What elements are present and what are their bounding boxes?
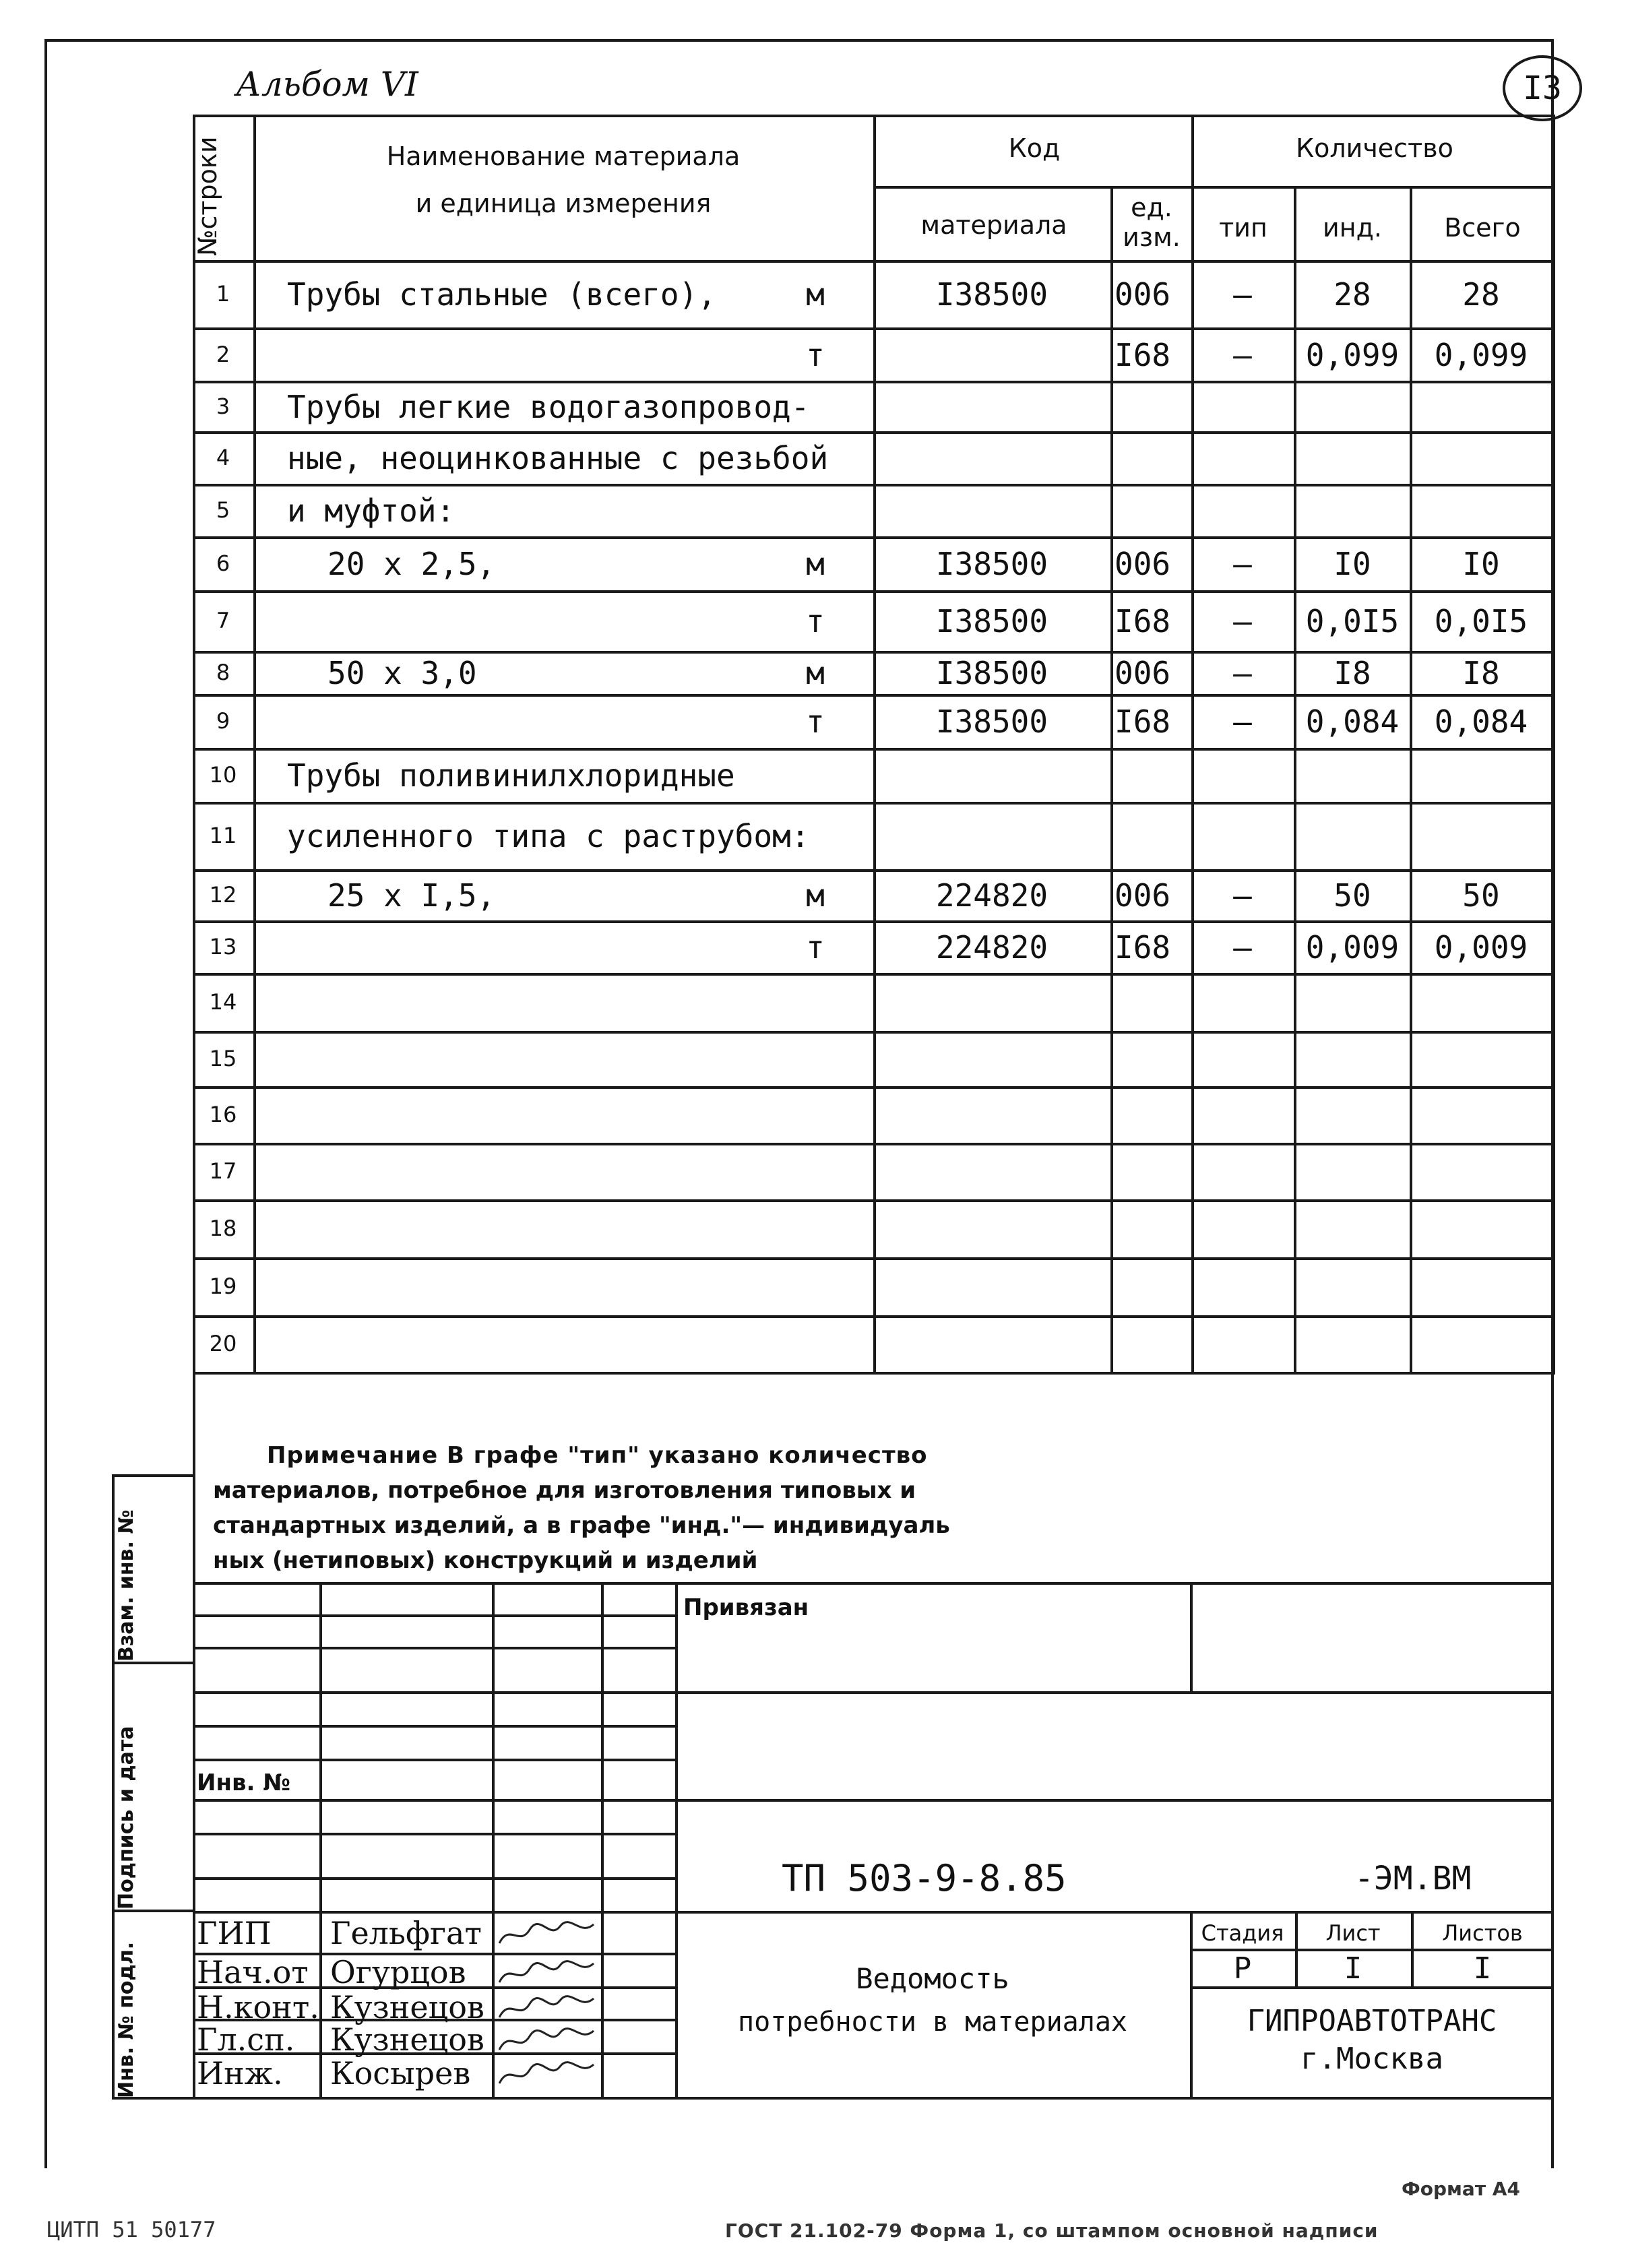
row-qty-total: 50 — [1462, 877, 1500, 914]
col-unit-header-1: ед. — [1131, 193, 1172, 222]
row-number: 16 — [209, 1102, 237, 1127]
row-qty-ind: I8 — [1333, 655, 1371, 691]
row-unit-code: I68 — [1115, 337, 1171, 373]
side-label-vzam: Взам. инв. № — [115, 1509, 138, 1662]
row-material-name: и муфтой: — [287, 493, 456, 529]
listov-value: I — [1473, 1951, 1492, 1986]
stamp-row-line — [193, 1759, 675, 1761]
row-number: 15 — [209, 1046, 237, 1071]
row-qty-ind: 0,0I5 — [1305, 603, 1400, 639]
row-material-code: 224820 — [935, 877, 1048, 914]
row-number: 3 — [216, 393, 230, 419]
org-name: ГИПРОАВТОТРАНС — [1247, 2004, 1497, 2038]
row-line — [193, 1315, 1552, 1318]
row-material-name: 20 х 2,5, — [327, 546, 496, 582]
row-line — [193, 802, 1552, 805]
page-number-text: I3 — [1523, 69, 1562, 107]
footer-gost: ГОСТ 21.102-79 Форма 1, со штампом основной надписи — [725, 2219, 1379, 2242]
outer-border-top — [44, 39, 1554, 42]
stamp-row-line — [193, 1614, 675, 1617]
row-number: 5 — [216, 497, 230, 523]
row-qty-total: 0,0I5 — [1434, 603, 1528, 639]
side-label-inv-podl: Инв. № подл. — [115, 1941, 138, 2098]
row-unit-short: т — [806, 929, 825, 966]
note-line-2: материалов, потребное для изготовления типовых и — [213, 1477, 916, 1504]
row-line — [193, 920, 1552, 923]
row-line — [193, 1086, 1552, 1089]
doc-title-1: Ведомость — [856, 1962, 1009, 1995]
privyazan-bottom — [675, 1691, 1552, 1694]
row-unit-code: 006 — [1115, 276, 1171, 313]
doc-code-top — [675, 1799, 1552, 1802]
signer-role: ГИП — [197, 1915, 272, 1951]
col-typ-header: тип — [1219, 213, 1267, 243]
side-strip-div-1 — [112, 1662, 193, 1664]
row-line — [193, 327, 1552, 330]
row-line — [193, 1143, 1552, 1145]
row-unit-short: т — [806, 703, 825, 740]
stadiya-value: Р — [1233, 1951, 1252, 1986]
col-line-0 — [193, 115, 195, 1375]
row-qty-total: I8 — [1462, 655, 1500, 691]
row-number: 11 — [209, 823, 237, 848]
row-line — [193, 1031, 1552, 1034]
row-line — [193, 1199, 1552, 1202]
row-number: 17 — [209, 1158, 237, 1184]
col-material-header: материала — [920, 210, 1067, 240]
outer-border-left — [44, 39, 47, 2168]
row-number: 4 — [216, 445, 230, 470]
row-qty-typ: – — [1233, 703, 1252, 740]
row-material-code: I38500 — [935, 276, 1048, 313]
row-material-name: ные, неоцинкованные с резьбой — [287, 440, 829, 476]
row-unit-code: 006 — [1115, 546, 1171, 582]
row-number: 14 — [209, 989, 237, 1015]
row-number: 6 — [216, 550, 230, 576]
row-material-name: 25 х I,5, — [327, 877, 496, 914]
row-material-name: Трубы стальные (всего), — [287, 276, 716, 313]
signer-name: Гельфгат — [330, 1915, 482, 1951]
row-material-code: 224820 — [935, 929, 1048, 966]
row-unit-code: I68 — [1115, 929, 1171, 966]
row-line — [193, 1257, 1552, 1260]
row-qty-total: 0,009 — [1434, 929, 1528, 966]
col-line-unit — [1110, 186, 1113, 1375]
row-material-name: усиленного типа с раструбом: — [287, 818, 810, 854]
row-qty-typ: – — [1233, 929, 1252, 966]
col-line-right — [1552, 115, 1555, 1375]
col-total-header: Всего — [1444, 213, 1521, 243]
org-city: г.Москва — [1300, 2042, 1443, 2076]
row-qty-typ: — — [1233, 337, 1252, 373]
row-qty-typ: – — [1233, 655, 1252, 691]
stamp-row-line — [193, 1877, 675, 1880]
list-value: I — [1344, 1951, 1362, 1986]
page-number — [1503, 55, 1582, 121]
row-qty-ind: 0,099 — [1305, 337, 1400, 373]
row-number: 1 — [216, 281, 230, 307]
row-qty-ind: 50 — [1333, 877, 1371, 914]
note-line-1: Примечание В графе "тип" указано количество — [267, 1442, 928, 1469]
signer-name: Косырев — [330, 2055, 471, 2091]
row-material-code: I38500 — [935, 655, 1048, 691]
row-line — [193, 1372, 1552, 1375]
signer-role: Нач.от — [197, 1954, 309, 1990]
stadiya-label: Стадия — [1201, 1920, 1284, 1946]
row-unit-code: I68 — [1115, 703, 1171, 740]
stamp-row-line — [193, 1691, 675, 1694]
signature-scribble-icon — [496, 2056, 597, 2090]
footer-format: Формат А4 — [1402, 2178, 1520, 2200]
row-line — [193, 590, 1552, 593]
row-number: 9 — [216, 708, 230, 734]
stamp-row-line — [193, 1799, 675, 1802]
col-line-code — [873, 115, 876, 1375]
row-qty-total: 28 — [1462, 276, 1500, 313]
signature-scribble-icon — [496, 2023, 597, 2056]
row-unit-short: т — [806, 337, 825, 373]
doc-suffix: -ЭМ.ВМ — [1354, 1860, 1472, 1897]
table-top-line — [193, 115, 1552, 117]
row-line — [193, 869, 1552, 872]
row-qty-typ: – — [1233, 603, 1252, 639]
row-qty-ind: 0,009 — [1305, 929, 1400, 966]
col-name-header-1: Наименование материала — [386, 141, 741, 171]
stamp-bottom-line — [112, 2097, 1552, 2100]
row-unit-short: м — [806, 655, 825, 691]
row-number: 20 — [209, 1331, 237, 1356]
col-line-ind — [1294, 186, 1296, 1375]
row-qty-total: 0,084 — [1434, 703, 1528, 740]
row-qty-typ: – — [1233, 877, 1252, 914]
signer-role: Инж. — [197, 2055, 283, 2091]
row-line — [193, 748, 1552, 751]
row-number: 19 — [209, 1273, 237, 1299]
signer-role: Н.конт. — [197, 1989, 319, 2025]
signature-scribble-icon — [496, 1916, 597, 1950]
row-line — [193, 536, 1552, 539]
col-line-typ — [1191, 115, 1194, 1375]
doc-title-2: потребности в материалах — [738, 2007, 1127, 2038]
row-material-code: I38500 — [935, 703, 1048, 740]
col-name-header-2: и единица измерения — [415, 189, 712, 218]
col-line-name — [253, 115, 256, 1375]
row-line — [193, 651, 1552, 654]
stamp-row-line — [193, 1725, 675, 1728]
signature-scribble-icon — [496, 1955, 597, 1989]
col-rowno-text: №строки — [193, 136, 222, 256]
col-ind-header: инд. — [1323, 213, 1382, 243]
stamp-row-line — [193, 1647, 675, 1649]
doc-code-bottom — [675, 1911, 1552, 1914]
row-qty-ind: 28 — [1333, 276, 1371, 313]
row-qty-total: I0 — [1462, 546, 1500, 582]
row-number: 10 — [209, 762, 237, 788]
row-line — [193, 484, 1552, 486]
col-qty-header: Количество — [1296, 133, 1453, 163]
row-material-code: I38500 — [935, 546, 1048, 582]
side-strip-top — [112, 1474, 193, 1477]
side-label-podpis: Подпись и дата — [115, 1726, 138, 1910]
row-material-name: 50 х 3,0 — [327, 655, 477, 691]
row-line — [193, 431, 1552, 434]
row-number: 7 — [216, 608, 230, 633]
row-number: 12 — [209, 882, 237, 908]
album-label: Альбом VI — [236, 65, 418, 104]
row-line — [193, 381, 1552, 383]
listov-label: Листов — [1442, 1920, 1523, 1946]
note-line-3: стандартных изделий, а в графе "инд."— индивидуаль — [213, 1512, 950, 1539]
signer-name: Кузнецов — [330, 2021, 484, 2058]
col-unit-header-2: изм. — [1123, 222, 1181, 252]
row-unit-code: 006 — [1115, 877, 1171, 914]
col-code-header: Код — [1008, 133, 1061, 163]
row-material-name: Трубы легкие водогазопровод- — [287, 389, 810, 425]
list-label: Лист — [1325, 1920, 1381, 1946]
stamp-row-line — [193, 1833, 675, 1835]
col-rowno-header — [193, 67, 233, 256]
row-unit-short: т — [806, 603, 825, 639]
signer-role: Гл.сп. — [197, 2021, 295, 2058]
row-unit-short: м — [806, 877, 825, 914]
row-number: 18 — [209, 1216, 237, 1241]
signer-name: Огурцов — [330, 1954, 466, 1990]
privyazan-div — [1190, 1582, 1193, 1691]
col-line-total — [1410, 186, 1412, 1375]
row-material-code: I38500 — [935, 603, 1048, 639]
header-mid-line — [873, 186, 1552, 189]
row-number: 13 — [209, 934, 237, 959]
row-line — [193, 973, 1552, 976]
note-line-4: ных (нетиповых) конструкций и изделий — [213, 1547, 758, 1574]
row-qty-ind: 0,084 — [1305, 703, 1400, 740]
doc-code: ТП 503-9-8.85 — [782, 1857, 1067, 1899]
row-unit-code: I68 — [1115, 603, 1171, 639]
row-line — [193, 694, 1552, 697]
stamp-top-line — [193, 1582, 1552, 1585]
row-qty-typ: – — [1233, 546, 1252, 582]
row-unit-short: м — [806, 546, 825, 582]
signature-scribble-icon — [496, 1990, 597, 2024]
signer-name: Кузнецов — [330, 1989, 484, 2025]
row-qty-typ: – — [1233, 276, 1252, 313]
side-strip-div-2 — [112, 1910, 193, 1912]
inv-no-label: Инв. № — [197, 1769, 291, 1796]
row-material-name: Трубы поливинилхлоридные — [287, 757, 735, 794]
privyazan-label: Привязан — [683, 1594, 809, 1621]
row-unit-short: м — [806, 276, 825, 313]
row-qty-total: 0,099 — [1434, 337, 1528, 373]
stadiya-bottom — [1190, 1986, 1552, 1989]
footer-left: ЦИТП 51 50177 — [47, 2217, 216, 2242]
row-unit-code: 006 — [1115, 655, 1171, 691]
header-bottom-line — [193, 260, 1552, 263]
row-number: 2 — [216, 342, 230, 367]
row-qty-ind: I0 — [1333, 546, 1371, 582]
row-number: 8 — [216, 660, 230, 685]
stamp-row-line — [193, 1911, 675, 1914]
